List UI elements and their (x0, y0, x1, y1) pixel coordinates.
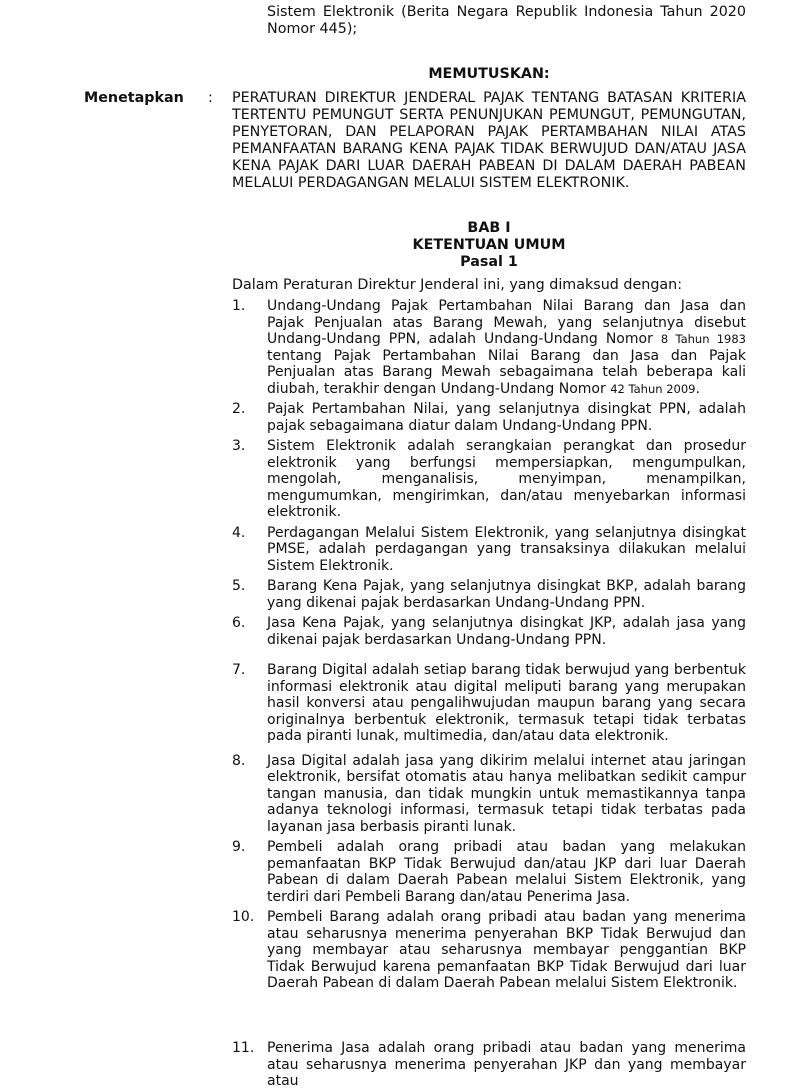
list-item (232, 578, 746, 611)
article-intro: Dalam Peraturan Direktur Jenderal ini, yang dimaksud dengan: (232, 277, 683, 293)
item-text-part: tentang Pajak Pertambahan Nilai Barang dan Jasa dan Pajak Penjualan atas Barang Mewah sebagaimana telah beberapa kali diubah, terakhir dengan Undang-Undang Nomor (267, 347, 746, 397)
chapter-number: BAB I (467, 220, 511, 236)
decision-heading: MEMUTUSKAN: (428, 66, 550, 82)
law-reference: 42 Tahun 2009 (610, 381, 696, 396)
list-item (232, 525, 746, 575)
item-text-part: . (695, 380, 700, 397)
item-number: 8. (232, 752, 246, 769)
list-item (232, 615, 746, 648)
item-text: Penerima Jasa adalah orang pribadi atau badan yang menerima atau seharusnya menerima penyerahan JKP dan yang membayar atau (267, 1040, 746, 1089)
list-item (232, 909, 746, 992)
item-text: Jasa Kena Pajak, yang selanjutnya disingkat JKP, adalah jasa yang dikenai pajak berdasarkan Undang-Undang PPN. (267, 615, 746, 648)
item-number: 4. (232, 524, 246, 541)
item-text: Pembeli Barang adalah orang pribadi atau badan yang menerima atau seharusnya menerima penyerahan BKP Tidak Berwujud dan yang membayar atau seharusnya membayar penggantian BKP Tidak Berwujud karena pemanfaatan BKP Tidak Berwujud dari luar Daerah Pabean di dalam Daerah Pabean melalui Sistem Elektronik. (267, 909, 746, 991)
list-item (232, 1040, 746, 1090)
item-text: Perdagangan Melalui Sistem Elektronik, yang selanjutnya disingkat PMSE, adalah perdagangan yang transaksinya dilakukan melalui Sistem Elektronik. (267, 524, 746, 574)
item-number: 3. (232, 438, 246, 454)
item-number: 2. (232, 401, 246, 417)
establish-text: PERATURAN DIREKTUR JENDERAL PAJAK TENTANG BATASAN KRITERIA TERTENTU PEMUNGUT SERTA PENUNJUKAN PEMUNGUT, PEMUNGUTAN, PENYETORAN, DAN PELAPORAN PAJAK PERTAMBAHAN NILAI ATAS PEMANFAATAN BARANG KENA PAJAK TIDAK BERWUJUD DAN/ATAU JASA KENA PAJAK DARI LUAR DAERAH PABEAN DI DALAM DAERAH PABEAN MELALUI PERDAGANGAN MELALUI SISTEM ELEKTRONIK. (232, 90, 746, 191)
item-number: 1. (232, 298, 246, 314)
item-number: 9. (232, 839, 246, 855)
law-reference: 8 Tahun 1983 (660, 332, 746, 346)
list-item (232, 438, 746, 521)
item-text (267, 298, 746, 397)
preamble-tail: Sistem Elektronik (Berita Negara Republik Indonesia Tahun 2020 Nomor 445); (267, 4, 746, 37)
list-item (232, 662, 746, 745)
item-text: Barang Digital adalah setiap barang tidak berwujud yang berbentuk informasi elektronik atau digital meliputi barang yang merupakan hasil konversi atau pengalihwujudan maupun barang yang secara originalnya berbentuk elektronik, termasuk tetapi tidak terbatas pada piranti lunak, multimedia, dan/atau data elektronik. (267, 662, 746, 744)
chapter-title: KETENTUAN UMUM (412, 237, 566, 253)
establish-colon: : (208, 90, 213, 106)
list-item (232, 839, 746, 905)
item-text: Barang Kena Pajak, yang selanjutnya disingkat BKP, adalah barang yang dikenai pajak berdasarkan Undang-Undang PPN. (267, 578, 746, 611)
item-text: Pajak Pertambahan Nilai, yang selanjutnya disingkat PPN, adalah pajak sebagaimana diatur dalam Undang-Undang PPN. (267, 401, 746, 434)
list-item (232, 401, 746, 434)
list-item (232, 753, 746, 836)
item-text: Pembeli adalah orang pribadi atau badan yang melakukan pemanfaatan BKP Tidak Berwujud dan/atau JKP dari luar Daerah Pabean di dalam Daerah Pabean melalui Sistem Elektronik, yang terdiri dari Pembeli Barang dan/atau Penerima Jasa. (267, 839, 746, 905)
item-number: 5. (232, 578, 246, 594)
item-number: 6. (232, 615, 246, 631)
item-number: 11. (232, 1040, 255, 1056)
establish-label: Menetapkan (84, 90, 184, 106)
article-number: Pasal 1 (460, 254, 518, 270)
item-text: Sistem Elektronik adalah serangkaian perangkat dan prosedur elektronik yang berfungsi mempersiapkan, mengumpulkan, mengolah, menganalisis, menyimpan, menampilkan, mengumumkan, mengirimkan, dan/atau menyebarkan informasi elektronik. (267, 438, 746, 520)
item-number: 7. (232, 662, 246, 678)
list-item (232, 298, 746, 397)
item-number: 10. (232, 909, 255, 925)
definitions-list (232, 298, 746, 992)
item-text-part: Undang-Undang Pajak Pertambahan Nilai Barang dan Jasa dan Pajak Penjualan atas Barang Mewah, yang selanjutnya disebut Undang-Undang PPN, adalah Undang-Undang Nomor (267, 298, 746, 347)
item-text: Jasa Digital adalah jasa yang dikirim melalui internet atau jaringan elektronik, bersifat otomatis atau hanya melibatkan sedikit campur tangan manusia, dan tidak mungkin untuk memastikannya tanpa adanya teknologi informasi, termasuk tetapi tidak terbatas pada layanan jasa berbasis piranti lunak. (267, 752, 746, 835)
